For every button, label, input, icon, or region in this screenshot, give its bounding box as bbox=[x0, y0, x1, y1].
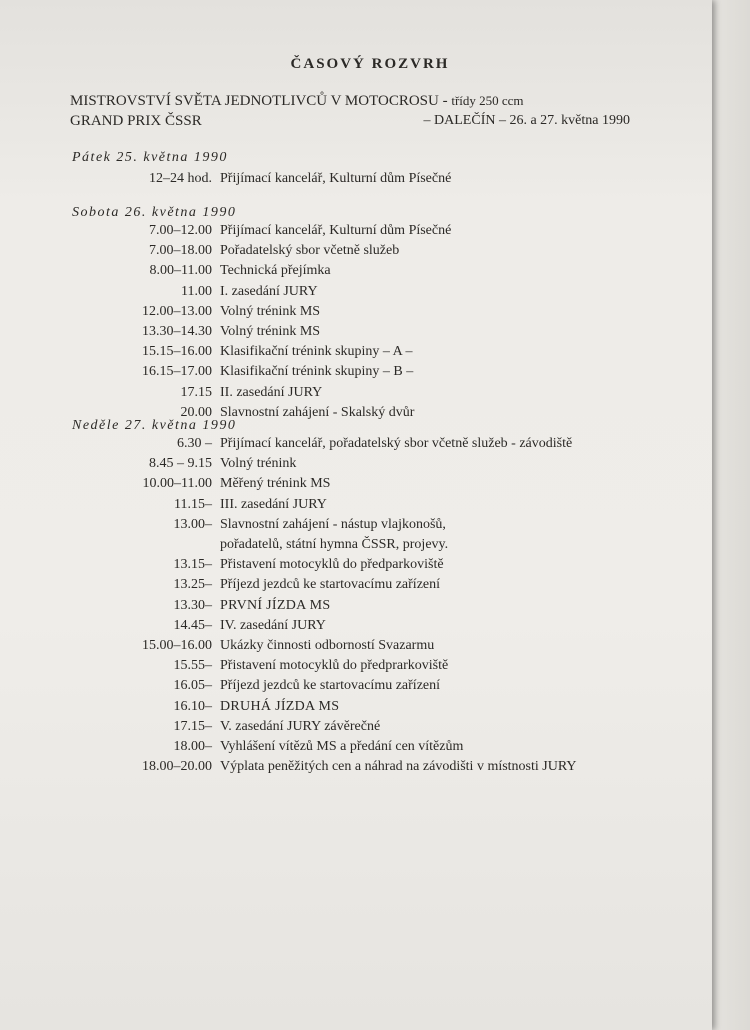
page-title: ČASOVÝ ROZVRH bbox=[290, 56, 450, 72]
venue-date: – DALEČÍN – 26. a 27. května 1990 bbox=[423, 113, 630, 128]
schedule-time: 7.00–12.00 bbox=[149, 223, 212, 238]
schedule-event: Příjezd jezdců ke startovacímu zařízení bbox=[220, 577, 441, 593]
schedule-time: 6.30 – bbox=[177, 436, 212, 451]
schedule-time: 12–24 hod. bbox=[149, 171, 212, 186]
schedule-event: Volný trénink MS bbox=[220, 303, 321, 319]
grand-prix-name: GRAND PRIX ČSSR bbox=[70, 113, 202, 129]
schedule-time: 14.45– bbox=[173, 617, 212, 633]
header-line-1 bbox=[70, 93, 630, 110]
schedule-time: 11.15– bbox=[174, 496, 212, 512]
schedule-time: 10.00–11.00 bbox=[142, 476, 212, 492]
day-heading: Neděle 27. května 1990 bbox=[72, 418, 237, 433]
schedule-time: 16.05– bbox=[173, 678, 212, 694]
schedule-event: II. zasedání JURY bbox=[220, 384, 323, 400]
schedule-time: 12.00–13.00 bbox=[142, 303, 212, 319]
schedule-event: Příjezd jezdců ke startovacímu zařízení bbox=[220, 678, 441, 694]
day-heading: Sobota 26. května 1990 bbox=[72, 205, 237, 220]
schedule-event: Přistavení motocyklů do předparkoviště bbox=[220, 557, 444, 573]
schedule-event: Přistavení motocyklů do předprarkoviště bbox=[220, 658, 449, 674]
schedule-event: Vyhlášení vítězů MS a předání cen vítězům bbox=[220, 739, 464, 754]
schedule-event: Volný trénink MS bbox=[220, 324, 321, 339]
schedule-event: Výplata peněžitých cen a náhrad na závodišti v místnosti JURY bbox=[220, 759, 577, 775]
schedule-event: Pořadatelský sbor včetně služeb bbox=[220, 243, 400, 259]
schedule-time: 16.10– bbox=[173, 698, 212, 714]
schedule-event: pořadatelů, státní hymna ČSSR, projevy. bbox=[220, 537, 449, 552]
schedule-time: 13.00– bbox=[173, 516, 212, 532]
schedule-event: Klasifikační trénink skupiny – A – bbox=[220, 344, 413, 360]
schedule-time: 11.00 bbox=[181, 283, 212, 299]
schedule-event: IV. zasedání JURY bbox=[220, 617, 326, 633]
header-line-2 bbox=[70, 113, 630, 130]
schedule-event: Slavnostní zahájení - nástup vlajkonošů, bbox=[220, 516, 446, 532]
schedule-time: 17.15 bbox=[180, 384, 212, 400]
schedule-event: Přijímací kancelář, Kulturní dům Písečné bbox=[220, 171, 452, 186]
schedule-event: DRUHÁ JÍZDA MS bbox=[220, 698, 340, 714]
class-info: třídy 250 ccm bbox=[451, 93, 524, 108]
schedule-event: III. zasedání JURY bbox=[220, 496, 327, 512]
schedule-event: Klasifikační trénink skupiny – B – bbox=[220, 364, 414, 380]
schedule-event: Ukázky činnosti odborností Svazarmu bbox=[220, 638, 435, 653]
schedule-time: 15.15–16.00 bbox=[142, 344, 212, 360]
schedule-time: 7.00–18.00 bbox=[149, 243, 212, 259]
day-heading: Pátek 25. května 1990 bbox=[72, 150, 228, 165]
championship-name: MISTROVSTVÍ SVĚTA JEDNOTLIVCŮ V MOTOCROSU - bbox=[70, 93, 452, 109]
schedule-time: 18.00– bbox=[173, 739, 212, 754]
schedule-event: Přijímací kancelář, Kulturní dům Písečné bbox=[220, 223, 452, 238]
schedule-time: 8.00–11.00 bbox=[149, 263, 212, 279]
schedule-time: 16.15–17.00 bbox=[142, 364, 212, 380]
schedule-event: Slavnostní zahájení - Skalský dvůr bbox=[220, 404, 415, 420]
schedule-time: 8.45 – 9.15 bbox=[149, 456, 212, 472]
schedule-time: 15.55– bbox=[173, 658, 212, 674]
schedule-time: 13.30–14.30 bbox=[142, 324, 212, 339]
schedule-time: 13.15– bbox=[173, 557, 212, 573]
schedule-time: 15.00–16.00 bbox=[142, 638, 212, 653]
schedule-event: PRVNÍ JÍZDA MS bbox=[220, 597, 331, 613]
schedule-time: 17.15– bbox=[173, 718, 212, 734]
schedule-time: 13.30– bbox=[173, 597, 212, 613]
schedule-event: I. zasedání JURY bbox=[220, 283, 318, 299]
schedule-event: Technická přejímka bbox=[220, 263, 331, 279]
schedule-event: Měřený trénink MS bbox=[220, 476, 331, 492]
schedule-event: Volný trénink bbox=[220, 456, 297, 472]
schedule-event: Přijímací kancelář, pořadatelský sbor včetně služeb - závodiště bbox=[220, 436, 573, 451]
schedule-time: 20.00 bbox=[180, 404, 212, 420]
schedule-time: 18.00–20.00 bbox=[142, 759, 212, 775]
schedule-time: 13.25– bbox=[173, 577, 212, 593]
schedule-event: V. zasedání JURY závěrečné bbox=[220, 718, 381, 734]
